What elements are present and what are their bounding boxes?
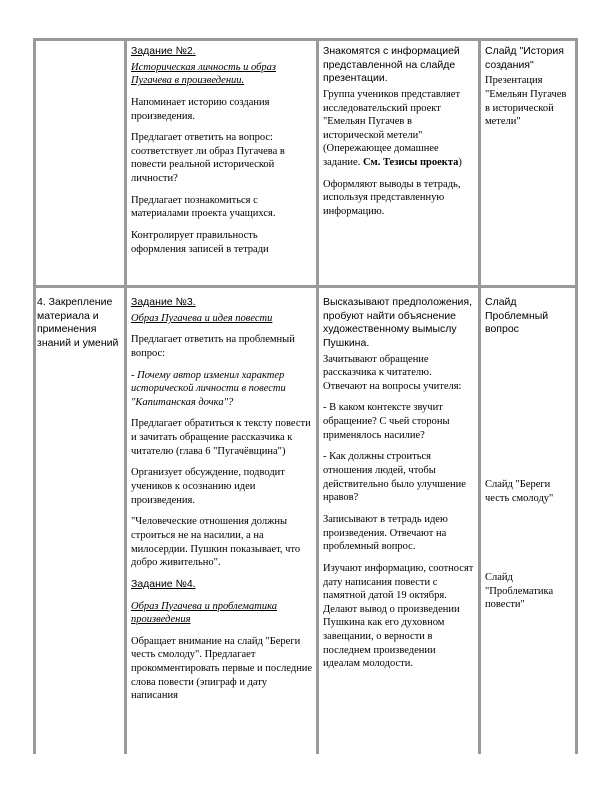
paren-close: ) xyxy=(458,157,462,169)
slide-reference: Слайд Проблемный вопрос xyxy=(485,296,549,336)
slide-reference: Слайд "Проблематика повести" xyxy=(485,572,554,611)
problem-question: - Почему автор изменил характер исторической личности в повести "Капитанская дочка"? xyxy=(131,369,286,408)
row2-student-cell xyxy=(323,296,475,679)
task-subtitle: Образ Пугачева и проблематика произведения xyxy=(131,600,277,626)
student-activity: Оформляют выводы в тетрадь, используя представленную информацию. xyxy=(323,178,461,218)
idea-quote: "Человеческие отношения должны строиться не на насилии, а на милосердии. Пушкин показывает, что добро живительно". xyxy=(131,516,301,569)
student-activity: Высказывают предположения, пробуют найти объяснение художественному вымыслу Пушкина. xyxy=(323,296,473,349)
task-title: Задание №2. xyxy=(131,45,196,57)
row2-stage-cell xyxy=(37,296,123,359)
teacher-activity: Контролирует правильность оформления записей в тетради xyxy=(131,230,269,255)
row2-teacher-cell xyxy=(131,296,313,711)
task-subtitle: Образ Пугачева и идея повести xyxy=(131,312,273,324)
teacher-activity: Напоминает историю создания произведения. xyxy=(131,96,270,122)
student-activity: Изучают информацию, соотносят дату написания повести с памятной датой 19 октября. Делают вывод о произведении Пушкина как его духовном завещании, о верности в последнем произведении идеалам молодости. xyxy=(323,562,474,670)
table-border-top xyxy=(33,38,578,41)
column-divider-1 xyxy=(124,38,127,754)
task-subtitle: Историческая личность и образ Пугачева в произведении. xyxy=(131,61,276,87)
slide-reference: Слайд "Береги честь смолоду" xyxy=(485,479,554,504)
row2-resources-cell xyxy=(485,296,575,746)
project-theses-link: См. Тезисы проекта xyxy=(362,157,459,169)
student-activity: Знакомятся с информацией представленной на слайде презентации. xyxy=(323,45,460,85)
student-activity: Зачитывают обращение рассказчика к читателю. Отвечают на вопросы учителя: xyxy=(323,353,462,392)
table-border-right xyxy=(575,38,578,754)
row-divider xyxy=(33,285,578,288)
teacher-activity: Предлагает ответить на проблемный вопрос: xyxy=(131,334,295,359)
teacher-activity: Обращает внимание на слайд "Береги честь смолоду". Предлагает прокомментировать первые и последние слова повести (эпиграф и дату написания xyxy=(131,635,313,702)
row1-stage-cell xyxy=(39,46,121,54)
teacher-activity: Предлагает познакомиться с материалами проекта учащихся. xyxy=(131,194,276,220)
lesson-plan-table xyxy=(33,38,578,754)
task-title: Задание №4. xyxy=(131,577,196,590)
presentation-reference: Презентация "Емельян Пугачев в исторической метели" xyxy=(485,75,567,128)
row1-student-cell xyxy=(323,45,473,227)
student-activity: - Как должны строиться отношения людей, чтобы действительно было улучшение нравов? xyxy=(323,451,466,504)
teacher-activity: Предлагает ответить на вопрос: соответствует ли образ Пугачева в повести реальной исторической личности? xyxy=(131,132,285,185)
student-activity: - В каком контексте звучит обращение? С чьей стороны применялось насилие? xyxy=(323,402,450,441)
table-border-left xyxy=(33,38,36,754)
teacher-activity: Предлагает обратиться к тексту повести и зачитать обращение рассказчика к читателю (глава 6 "Пугачёвщина") xyxy=(131,418,311,457)
slide-reference: Слайд "История создания" xyxy=(485,45,564,71)
student-activity: Записывают в тетрадь идею произведения. Отвечают на проблемный вопрос. xyxy=(323,513,448,553)
teacher-activity: Организует обсуждение, подводит учеников к осознанию идеи произведения. xyxy=(131,467,285,506)
row1-teacher-cell xyxy=(131,45,311,264)
row1-resources-cell xyxy=(485,45,573,137)
project-text: Группа учеников представляет исследовательский проект "Емельян Пугачев в исторической метели" (Опережающее домашнее задание. xyxy=(323,88,461,169)
column-divider-3 xyxy=(478,38,481,754)
column-divider-2 xyxy=(316,38,319,754)
student-activity xyxy=(323,88,473,170)
stage-label: 4. Закрепление материала и применения знаний и умений xyxy=(37,296,119,349)
task-title: Задание №3. xyxy=(131,296,196,308)
